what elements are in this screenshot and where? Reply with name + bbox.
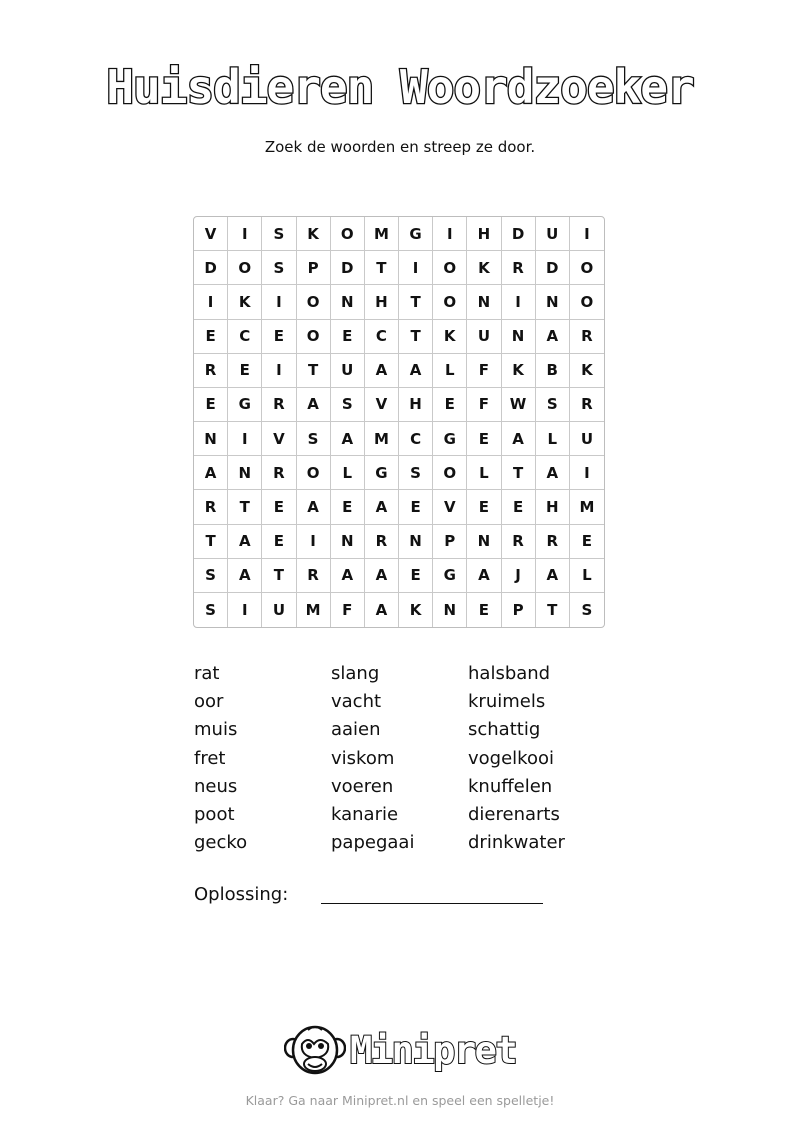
grid-cell[interactable]: A bbox=[297, 388, 331, 422]
word-list-item: papegaai bbox=[331, 832, 415, 854]
grid-cell[interactable]: K bbox=[502, 354, 536, 388]
grid-cell[interactable]: U bbox=[331, 354, 365, 388]
grid-cell[interactable]: G bbox=[433, 422, 467, 456]
grid-cell[interactable]: N bbox=[399, 525, 433, 559]
grid-cell[interactable]: V bbox=[433, 490, 467, 524]
grid-cell[interactable]: I bbox=[228, 217, 262, 251]
grid-cell[interactable]: U bbox=[467, 320, 501, 354]
grid-cell[interactable]: S bbox=[399, 456, 433, 490]
grid-cell[interactable]: E bbox=[228, 354, 262, 388]
grid-cell[interactable]: R bbox=[194, 354, 228, 388]
logo-text: Minipret bbox=[350, 1028, 517, 1072]
grid-cell[interactable]: V bbox=[262, 422, 296, 456]
grid-cell[interactable]: L bbox=[467, 456, 501, 490]
grid-cell[interactable]: N bbox=[331, 285, 365, 319]
grid-cell[interactable]: I bbox=[399, 251, 433, 285]
grid-cell[interactable]: N bbox=[536, 285, 570, 319]
grid-cell[interactable]: M bbox=[365, 422, 399, 456]
grid-cell[interactable]: C bbox=[365, 320, 399, 354]
grid-cell[interactable]: O bbox=[433, 456, 467, 490]
grid-cell[interactable]: R bbox=[570, 388, 604, 422]
grid-cell[interactable]: E bbox=[262, 320, 296, 354]
grid-cell[interactable]: T bbox=[297, 354, 331, 388]
grid-cell[interactable]: N bbox=[433, 593, 467, 627]
grid-cell[interactable]: B bbox=[536, 354, 570, 388]
grid-cell[interactable]: A bbox=[365, 559, 399, 593]
grid-cell[interactable]: A bbox=[228, 559, 262, 593]
grid-cell[interactable]: A bbox=[297, 490, 331, 524]
grid-cell[interactable]: W bbox=[502, 388, 536, 422]
grid-cell[interactable]: N bbox=[467, 285, 501, 319]
grid-cell[interactable]: L bbox=[433, 354, 467, 388]
grid-cell[interactable]: S bbox=[581, 600, 593, 619]
grid-cell[interactable]: T bbox=[228, 490, 262, 524]
grid-cell[interactable]: R bbox=[194, 490, 228, 524]
grid-cell[interactable]: J bbox=[502, 559, 536, 593]
grid-cell[interactable]: N bbox=[228, 456, 262, 490]
grid-cell[interactable]: S bbox=[262, 251, 296, 285]
grid-cell[interactable]: G bbox=[365, 456, 399, 490]
grid-cell[interactable]: S bbox=[194, 559, 228, 593]
grid-cell[interactable]: A bbox=[536, 320, 570, 354]
grid-cell[interactable]: A bbox=[331, 422, 365, 456]
grid-cell[interactable]: T bbox=[399, 285, 433, 319]
grid-cell[interactable]: R bbox=[262, 388, 296, 422]
grid-cell[interactable]: M bbox=[570, 490, 604, 524]
word-list-item: poot bbox=[194, 803, 235, 825]
grid-cell[interactable]: D bbox=[194, 251, 228, 285]
grid-cell[interactable]: E bbox=[331, 490, 365, 524]
grid-cell[interactable]: S bbox=[536, 388, 570, 422]
grid-cell[interactable]: R bbox=[502, 251, 536, 285]
grid-cell[interactable]: A bbox=[365, 354, 399, 388]
grid-cell[interactable]: R bbox=[297, 559, 331, 593]
grid-cell[interactable]: H bbox=[467, 217, 501, 251]
letter-grid bbox=[193, 216, 605, 628]
grid-cell[interactable]: H bbox=[365, 285, 399, 319]
grid-cell[interactable]: U bbox=[262, 593, 296, 627]
grid-cell[interactable]: K bbox=[399, 593, 433, 627]
grid-cell[interactable]: S bbox=[262, 217, 296, 251]
word-list-item: aaien bbox=[331, 719, 381, 741]
grid-cell[interactable]: N bbox=[331, 525, 365, 559]
word-list-item: dierenarts bbox=[468, 803, 560, 825]
grid-cell[interactable]: M bbox=[365, 217, 399, 251]
logo[interactable] bbox=[284, 1020, 524, 1080]
instructions: Zoek de woorden en streep ze door. bbox=[264, 138, 536, 156]
grid-cell[interactable]: I bbox=[570, 456, 604, 490]
grid-cell[interactable]: A bbox=[365, 490, 399, 524]
grid-cell[interactable]: O bbox=[297, 320, 331, 354]
grid-cell[interactable]: U bbox=[570, 422, 604, 456]
grid-cell[interactable]: P bbox=[297, 251, 331, 285]
grid-cell[interactable]: D bbox=[502, 217, 536, 251]
grid-cell[interactable]: E bbox=[262, 490, 296, 524]
grid-cell[interactable]: A bbox=[467, 559, 501, 593]
word-list-item: viskom bbox=[331, 747, 395, 769]
grid-cell[interactable]: M bbox=[297, 593, 331, 627]
grid-cell[interactable]: A bbox=[228, 525, 262, 559]
grid-cell[interactable]: H bbox=[399, 388, 433, 422]
grid-cell[interactable]: O bbox=[433, 285, 467, 319]
grid-cell[interactable]: A bbox=[365, 593, 399, 627]
grid-cell[interactable]: T bbox=[262, 559, 296, 593]
grid-cell[interactable]: R bbox=[536, 525, 570, 559]
grid-cell[interactable]: I bbox=[433, 217, 467, 251]
grid-cell[interactable]: D bbox=[536, 251, 570, 285]
grid-cell[interactable]: T bbox=[399, 320, 433, 354]
grid-cell[interactable]: O bbox=[331, 217, 365, 251]
grid-cell[interactable]: A bbox=[502, 422, 536, 456]
word-list-item: halsband bbox=[468, 663, 551, 684]
grid-cell[interactable]: L bbox=[536, 422, 570, 456]
grid-cell[interactable]: G bbox=[228, 388, 262, 422]
grid-cell[interactable]: F bbox=[467, 388, 501, 422]
grid-cell[interactable]: O bbox=[570, 285, 604, 319]
word-column-1 bbox=[194, 660, 331, 857]
grid-cell[interactable]: E bbox=[194, 320, 228, 354]
grid-cell[interactable]: A bbox=[194, 456, 228, 490]
grid-cell[interactable]: I bbox=[228, 422, 262, 456]
word-list-item: neus bbox=[194, 775, 238, 797]
word-list-item: vogelkooi bbox=[468, 747, 554, 769]
grid-cell[interactable]: N bbox=[502, 320, 536, 354]
solution-input-line[interactable] bbox=[321, 903, 543, 904]
solution-label: Oplossing: bbox=[194, 884, 289, 905]
grid-cell[interactable]: E bbox=[262, 525, 296, 559]
grid-cell[interactable]: T bbox=[502, 456, 536, 490]
grid-cell[interactable]: G bbox=[433, 559, 467, 593]
grid-cell[interactable]: U bbox=[536, 217, 570, 251]
word-list-item: vacht bbox=[331, 691, 382, 713]
grid-cell[interactable]: T bbox=[194, 525, 228, 559]
grid-cell[interactable]: L bbox=[570, 559, 604, 593]
grid-cell[interactable]: E bbox=[331, 320, 365, 354]
grid-cell[interactable]: I bbox=[262, 354, 296, 388]
grid-cell[interactable]: I bbox=[228, 593, 262, 627]
word-list-item: oor bbox=[194, 691, 224, 713]
grid-cell[interactable]: I bbox=[502, 285, 536, 319]
grid-cell[interactable]: O bbox=[297, 456, 331, 490]
word-list-item: slang bbox=[331, 663, 380, 684]
grid-cell[interactable]: S bbox=[331, 388, 365, 422]
grid-cell[interactable]: I bbox=[194, 285, 228, 319]
grid-cell[interactable]: O bbox=[297, 285, 331, 319]
grid-cell[interactable]: R bbox=[262, 456, 296, 490]
word-list-item: muis bbox=[194, 719, 238, 741]
word-list-item: kruimels bbox=[468, 691, 546, 713]
grid-cell[interactable]: A bbox=[399, 354, 433, 388]
grid-cell[interactable]: O bbox=[228, 251, 262, 285]
grid-cell[interactable]: E bbox=[502, 490, 536, 524]
grid-cell[interactable]: R bbox=[365, 525, 399, 559]
word-list-item: knuffelen bbox=[468, 775, 553, 797]
grid-cell[interactable]: V bbox=[194, 217, 228, 251]
grid-cell[interactable]: T bbox=[365, 251, 399, 285]
grid-cell[interactable]: P bbox=[433, 525, 467, 559]
grid-cell[interactable]: E bbox=[467, 490, 501, 524]
grid-cell[interactable]: I bbox=[297, 525, 331, 559]
grid-cell[interactable]: N bbox=[467, 525, 501, 559]
grid-cell[interactable]: S bbox=[297, 422, 331, 456]
grid-cell[interactable]: I bbox=[570, 217, 604, 251]
grid-cell[interactable]: A bbox=[331, 559, 365, 593]
word-list-item: gecko bbox=[194, 832, 248, 854]
grid-cell[interactable]: E bbox=[399, 490, 433, 524]
word-list-item: schattig bbox=[468, 719, 541, 741]
grid-cell[interactable]: K bbox=[433, 320, 467, 354]
grid-cell[interactable]: S bbox=[194, 593, 228, 627]
grid-cell[interactable]: K bbox=[228, 285, 262, 319]
grid-cell[interactable]: E bbox=[194, 388, 228, 422]
word-list bbox=[194, 660, 618, 857]
grid-cell[interactable]: L bbox=[331, 456, 365, 490]
grid-cell[interactable]: N bbox=[194, 422, 228, 456]
grid-cell[interactable]: D bbox=[331, 251, 365, 285]
word-list-item: drinkwater bbox=[468, 832, 565, 854]
grid-cell[interactable]: E bbox=[399, 559, 433, 593]
word-list-item: voeren bbox=[331, 775, 394, 797]
word-list-item: fret bbox=[194, 747, 226, 769]
grid-cell[interactable]: I bbox=[262, 285, 296, 319]
grid-cell[interactable]: R bbox=[570, 320, 604, 354]
grid-cell[interactable]: E bbox=[570, 525, 604, 559]
grid-cell[interactable]: F bbox=[467, 354, 501, 388]
footer-text: Klaar? Ga naar Minipret.nl en speel een spelletje! bbox=[245, 1093, 555, 1108]
grid-cell[interactable]: P bbox=[502, 593, 536, 627]
word-list-item: rat bbox=[194, 663, 220, 684]
grid-cell[interactable]: O bbox=[433, 251, 467, 285]
grid-cell[interactable]: A bbox=[536, 559, 570, 593]
grid-cell[interactable]: T bbox=[536, 593, 570, 627]
grid-cell[interactable]: F bbox=[331, 593, 365, 627]
grid-cell[interactable]: C bbox=[228, 320, 262, 354]
grid-cell[interactable]: H bbox=[536, 490, 570, 524]
grid-cell[interactable]: V bbox=[365, 388, 399, 422]
monkey-face-icon bbox=[284, 1022, 346, 1078]
word-list-item: kanarie bbox=[331, 803, 399, 825]
grid-cell[interactable]: O bbox=[570, 251, 604, 285]
grid-cell[interactable]: K bbox=[467, 251, 501, 285]
grid-cell[interactable]: E bbox=[467, 593, 501, 627]
grid-cell[interactable]: E bbox=[467, 422, 501, 456]
grid-cell[interactable]: K bbox=[297, 217, 331, 251]
page-title: Huisdieren Woordzoeker bbox=[106, 60, 694, 114]
word-column-3 bbox=[468, 660, 618, 857]
grid-cell[interactable]: K bbox=[570, 354, 604, 388]
grid-cell[interactable]: G bbox=[399, 217, 433, 251]
word-column-2 bbox=[331, 660, 468, 857]
grid-cell[interactable]: C bbox=[399, 422, 433, 456]
grid-cell[interactable]: E bbox=[433, 388, 467, 422]
grid-cell[interactable]: A bbox=[536, 456, 570, 490]
grid-cell[interactable]: R bbox=[502, 525, 536, 559]
